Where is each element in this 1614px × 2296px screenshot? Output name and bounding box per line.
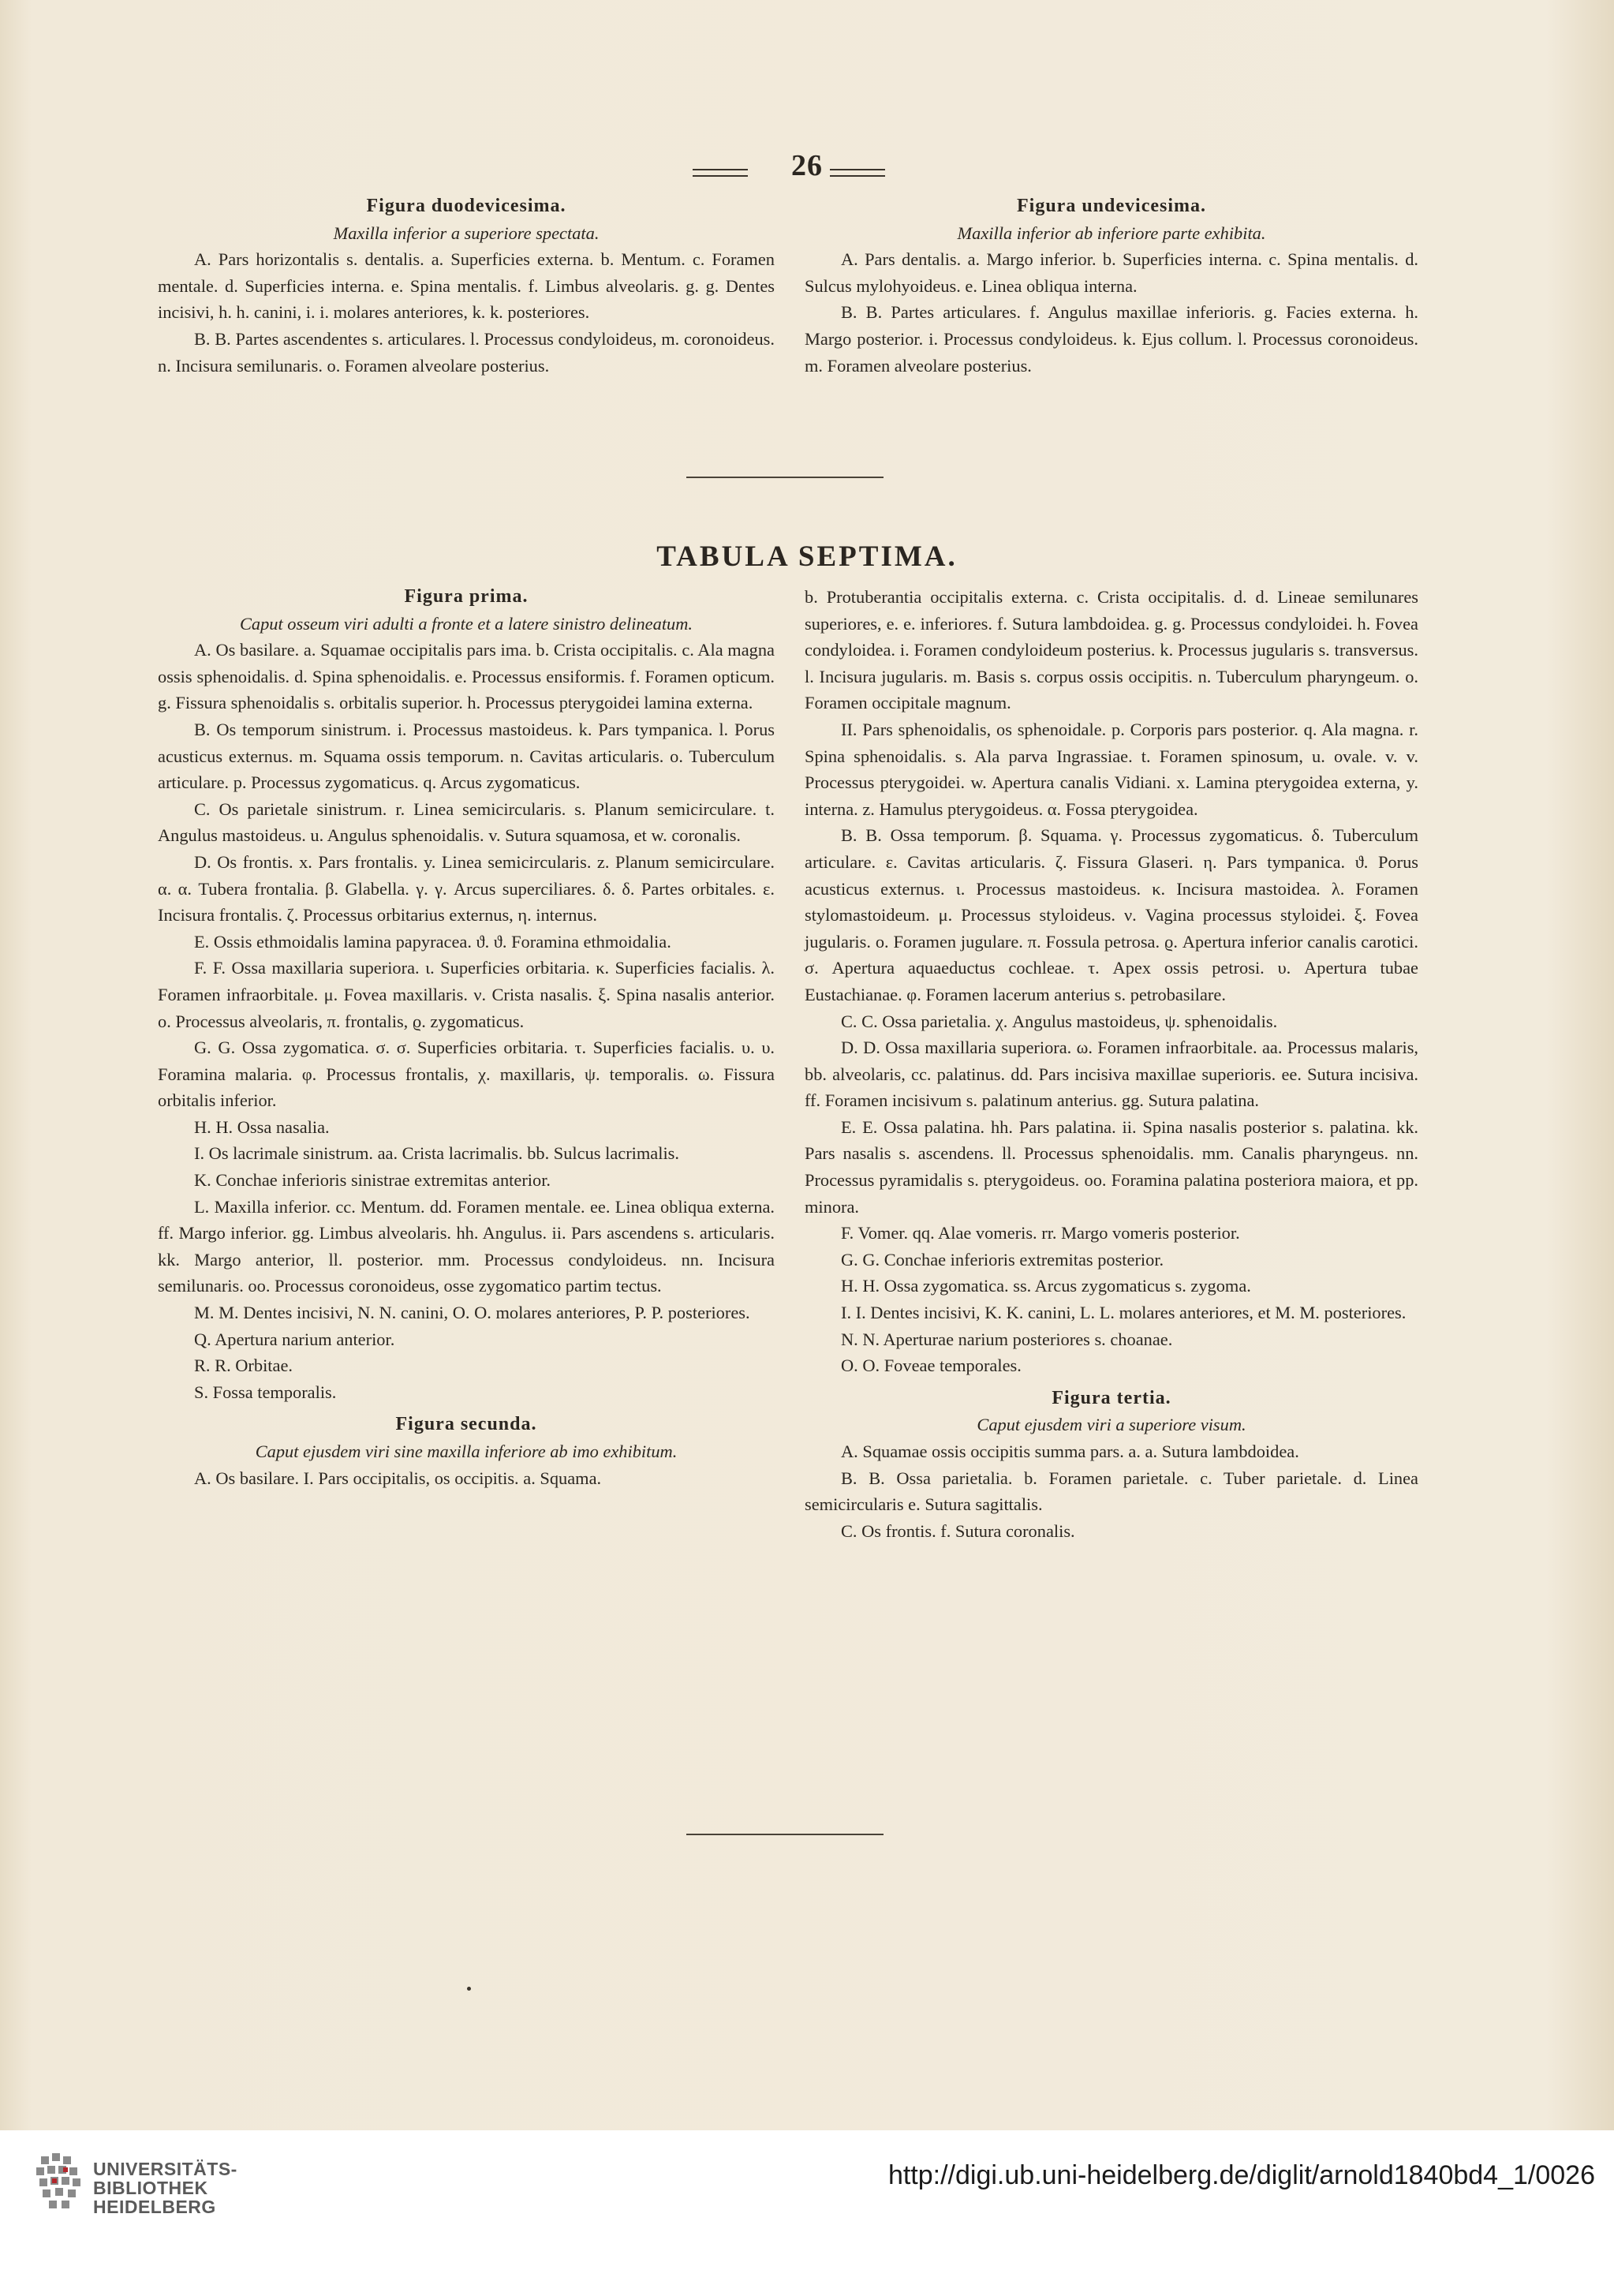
paragraph: F. Vomer. qq. Alae vomeris. rr. Margo vomeris posterior. xyxy=(841,1223,1240,1243)
figure-title: Figura tertia. xyxy=(1052,1387,1171,1408)
paragraph: E. E. Ossa palatina. hh. Pars palatina. ii. Spina nasalis posterior s. palatina. kk. Pars nasalis s. ascendens. ll. Processus sphenoidalis. mm. Canalis pharyngeus. nn. Processus pyramidalis s. pterygoideus. oo. Foramina palatina posteriora maiora, et pp. minora. xyxy=(805,1116,1418,1217)
ink-speck xyxy=(467,1987,471,1991)
paragraph: M. M. Dentes incisivi, N. N. canini, O. O. molares anteriores, P. P. posteriores. xyxy=(194,1303,750,1323)
paragraph: E. Ossis ethmoidalis lamina papyracea. ϑ. ϑ. Foramina ethmoidalia. xyxy=(194,931,671,952)
paragraph: H. H. Ossa nasalia. xyxy=(194,1116,330,1137)
figure-subtitle: Caput ejusdem viri sine maxilla inferiore ab imo exhibitum. xyxy=(255,1442,678,1461)
figure-subtitle: Caput ejusdem viri a superiore visum. xyxy=(977,1415,1246,1435)
figure-subtitle: Maxilla inferior a superiore spectata. xyxy=(333,222,600,243)
paragraph: H. H. Ossa zygomatica. ss. Arcus zygomaticus s. zygoma. xyxy=(841,1276,1251,1296)
figure-title: Figura undevicesima. xyxy=(1017,196,1206,216)
figure-title: Figura duodevicesima. xyxy=(366,196,566,216)
paragraph: K. Conchae inferioris sinistrae extremitas anterior. xyxy=(194,1170,551,1191)
paragraph: N. N. Aperturae narium posteriores s. choanae. xyxy=(841,1329,1173,1349)
paragraph: B. Os temporum sinistrum. i. Processus mastoideus. k. Pars tympanica. l. Porus acusticus externus. m. Squama ossis temporum. n. Cavitas articularis. o. Tuberculum articulare. p. Processus zygomaticus. q. Arcus zygomaticus. xyxy=(158,719,775,793)
paragraph: B. B. Partes articulares. f. Angulus maxillae inferioris. g. Facies externa. h. Margo posterior. i. Processus condyloideus. k. Ejus collum. l. Processus coronoideus. m. Foramen alveolare posterius. xyxy=(805,302,1418,376)
paragraph: B. B. Ossa parietalia. b. Foramen parietale. c. Tuber parietale. d. Linea semicircularis e. Sutura sagittalis. xyxy=(805,1468,1418,1515)
left-column xyxy=(158,584,775,1491)
paragraph: I. I. Dentes incisivi, K. K. canini, L. L. molares anteriores, et M. M. posteriores. xyxy=(841,1303,1407,1323)
right-column xyxy=(805,584,1418,1544)
paragraph: F. F. Ossa maxillaria superiora. ι. Superficies orbitaria. κ. Superficies facialis. λ. Foramen infraorbitale. μ. Fovea maxillaris. ν. Crista nasalis. ξ. Spina nasalis anterior. ο. Processus alveolaris, π. frontalis, ϱ. zygomaticus. xyxy=(158,958,775,1031)
figure-title: Figura secunda. xyxy=(395,1414,537,1435)
figure-subtitle: Maxilla inferior ab inferiore parte exhibita. xyxy=(957,222,1266,243)
paragraph: Q. Apertura narium anterior. xyxy=(194,1329,395,1349)
footer-bar xyxy=(0,2130,1614,2296)
logo-line: HEIDELBERG xyxy=(93,2197,216,2217)
source-url[interactable]: http://digi.ub.uni-heidelberg.de/diglit/arnold1840bd4_1/0026 xyxy=(887,2160,1595,2190)
paragraph: A. Os basilare. a. Squamae occipitalis pars ima. b. Crista occipitalis. c. Ala magna ossis sphenoidalis. d. Spina sphenoidalis. e. Processus ensiformis. f. Foramen opticum. g. Fissura sphenoidalis s. orbitalis superior. h. Processus pterygoidei lamina externa. xyxy=(158,640,775,713)
paragraph: O. O. Foveae temporales. xyxy=(841,1356,1022,1376)
paragraph: D. D. Ossa maxillaria superiora. ω. Foramen infraorbitale. aa. Processus malaris, bb. alveolaris, cc. palatinus. dd. Pars incisiva maxillae superioris. ee. Sutura incisiva. ff. Foramen incisivum s. palatinum anterius. gg. Sutura palatina. xyxy=(805,1038,1418,1111)
tabula-title: TABULA SEPTIMA. xyxy=(656,540,958,573)
page-number: 26 xyxy=(791,149,823,182)
paragraph: C. C. Ossa parietalia. χ. Angulus mastoideus, ψ. sphenoidalis. xyxy=(841,1011,1278,1031)
paragraph: S. Fossa temporalis. xyxy=(194,1382,337,1402)
paragraph: L. Maxilla inferior. cc. Mentum. dd. Foramen mentale. ee. Linea obliqua externa. ff. Margo inferior. gg. Limbus alveolaris. hh. Angulus. ii. Pars ascendens s. articularis. kk. Margo anterior, ll. posterior. mm. Processus condyloideus. nn. Incisura semilunaris. oo. Processus coronoideus, osse zygomatico partim tectus. xyxy=(158,1196,775,1296)
paragraph: A. Squamae ossis occipitis summa pars. a. a. Sutura lambdoidea. xyxy=(841,1442,1299,1461)
paragraph: B. B. Ossa temporum. β. Squama. γ. Processus zygomaticus. δ. Tuberculum articulare. ε. Cavitas articularis. ζ. Fissura Glaseri. η. Pars tympanica. ϑ. Porus acusticus externus. ι. Processus mastoideus. κ. Incisura mastoidea. λ. Foramen stylomastoideum. μ. Processus styloideus. ν. Vagina processus styloidei. ξ. Fovea jugularis. ο. Foramen jugulare. π. Fossula petrosa. ϱ. Apertura inferior canalis carotici. σ. Apertura aquaeductus cochleae. τ. Apex ossis petrosi. υ. Apertura tubae Eustachianae. φ. Foramen lacerum anterius s. petrobasilare. xyxy=(805,825,1418,1004)
page-number-rule-right xyxy=(830,169,885,177)
paragraph: C. Os parietale sinistrum. r. Linea semicircularis. s. Planum semicirculare. t. Angulus mastoideus. u. Angulus sphenoidalis. v. Sutura squamosa, et w. coronalis. xyxy=(158,798,775,846)
paragraph: A. Pars horizontalis s. dentalis. a. Superficies externa. b. Mentum. c. Foramen mentale. d. Superficies interna. e. Spina mentalis. f. Limbus alveolaris. g. g. Dentes incisivi, h. h. canini, i. i. molares anteriores, k. k. posteriores. xyxy=(158,249,775,323)
paragraph: G. G. Conchae inferioris extremitas posterior. xyxy=(841,1249,1164,1270)
paragraph: C. Os frontis. f. Sutura coronalis. xyxy=(841,1520,1075,1541)
top-right-section xyxy=(805,193,1418,379)
figure-subtitle: Caput osseum viri adulti a fronte et a latere sinistro delineatum. xyxy=(239,613,693,634)
library-logo-text xyxy=(93,2160,237,2216)
paragraph: G. G. Ossa zygomatica. σ. σ. Superficies orbitaria. τ. Superficies facialis. υ. υ. Foramina malaria. φ. Processus frontalis, χ. maxillaris, ψ. temporalis. ω. Fissura orbitalis inferior. xyxy=(158,1038,775,1111)
top-left-section xyxy=(158,193,775,379)
paragraph: B. B. Partes ascendentes s. articulares. l. Processus condyloideus, m. coronoideus. n. Incisura semilunaris. o. Foramen alveolare posterius. xyxy=(158,328,775,376)
paragraph: A. Os basilare. I. Pars occipitalis, os occipitis. a. Squama. xyxy=(194,1468,602,1488)
section-divider xyxy=(686,477,884,478)
paragraph: II. Pars sphenoidalis, os sphenoidale. p. Corporis pars posterior. q. Ala magna. r. Spina sphenoidalis. s. Ala parva Ingrassiae. t. Foramen spinosum, u. ovale. v. v. Processus pterygoidei. w. Apertura canalis Vidiani. x. Lamina pterygoidea externa, y. interna. z. Hamulus pterygoideus. α. Fossa pterygoidea. xyxy=(805,719,1418,819)
paragraph: A. Pars dentalis. a. Margo inferior. b. Superficies interna. c. Spina mentalis. d. Sulcus mylohyoideus. e. Linea obliqua interna. xyxy=(805,249,1418,296)
university-library-emblem-icon xyxy=(35,2152,84,2210)
logo-line: UNIVERSITÄTS- xyxy=(93,2159,237,2179)
paragraph: D. Os frontis. x. Pars frontalis. y. Linea semicircularis. z. Planum semicirculare. α. α. Tubera frontalia. β. Glabella. γ. γ. Arcus superciliares. δ. δ. Partes orbitales. ε. Incisura frontalis. ζ. Processus orbitarius externus, η. internus. xyxy=(158,851,775,926)
paragraph: I. Os lacrimale sinistrum. aa. Crista lacrimalis. bb. Sulcus lacrimalis. xyxy=(194,1143,679,1164)
paragraph: R. R. Orbitae. xyxy=(194,1356,293,1376)
logo-line: BIBLIOTHEK xyxy=(93,2178,208,2198)
paragraph: b. Protuberantia occipitalis externa. c. Crista occipitalis. d. d. Lineae semilunares superiores, e. e. inferiores. f. Sutura lambdoidea. g. g. Processus condyloidei. h. Fovea condyloidea. i. Foramen condyloideum posterius. k. Processus jugularis s. transversus. l. Incisura jugularis. m. Basis s. corpus ossis occipitis. n. Tuberculum pharyngeum. o. Foramen occipitale magnum. xyxy=(805,587,1418,713)
bottom-divider xyxy=(686,1834,884,1835)
figure-title: Figura prima. xyxy=(404,586,529,607)
